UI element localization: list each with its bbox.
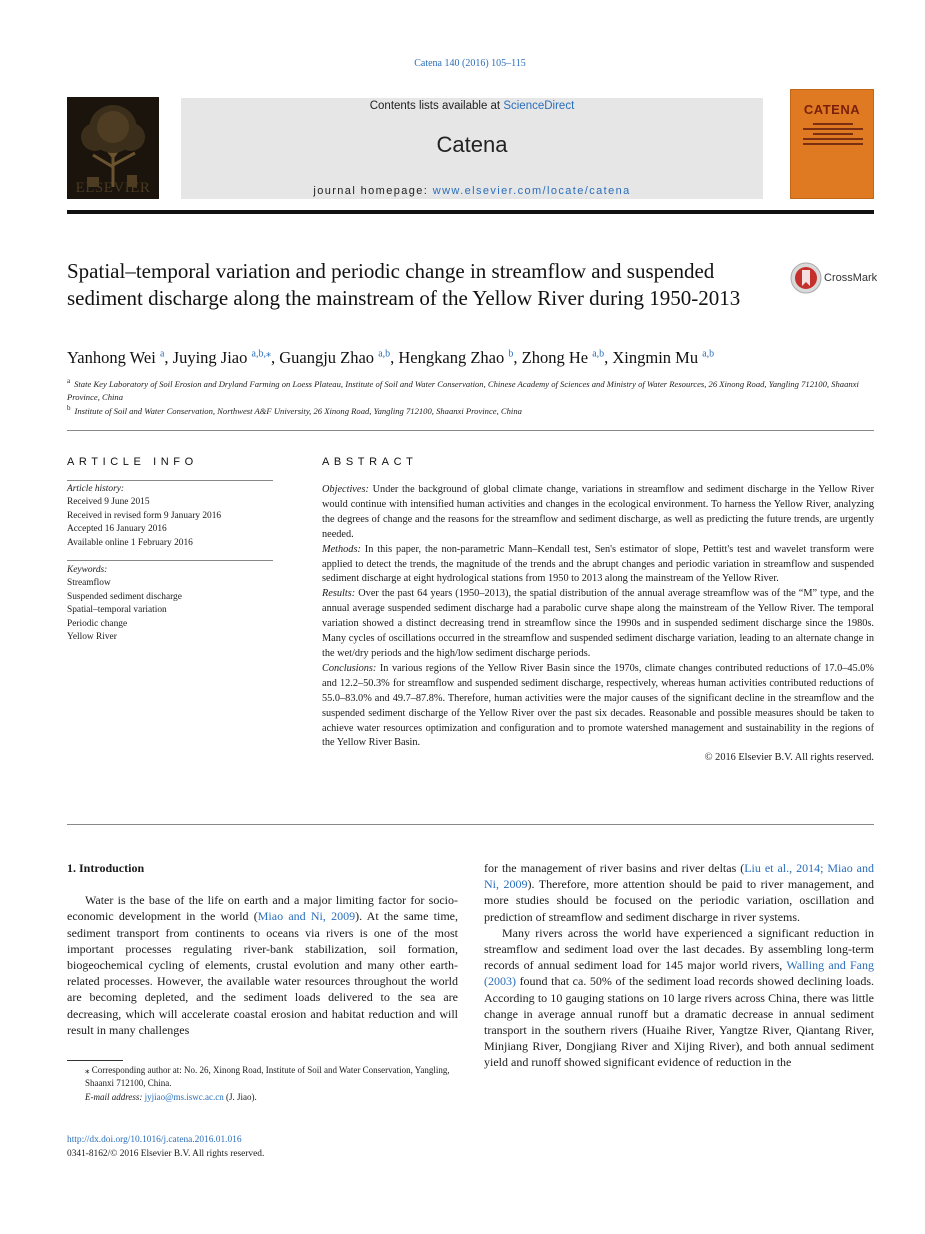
abstract-methods: Methods: In this paper, the non-parametric Mann–Kendall test, Sen's estimator of slope, Pettitt's test and wavelet transform were applied to detect the trends, the magnitude of the trends and the abrupt changes and periodic variation in streamflow and suspended sediment discharge at eight hydrological stations from 1950 to 2013 along the mainstream of the Yellow River. <box>322 543 874 585</box>
abstract-copyright: © 2016 Elsevier B.V. All rights reserved. <box>704 752 874 764</box>
journal-cover[interactable] <box>790 89 874 199</box>
cover-title: CATENA <box>803 102 861 117</box>
history-item: Received 9 June 2015 <box>67 497 150 508</box>
author[interactable]: Zhong He $^{a,b}$, <box>521 348 613 367</box>
keyword: Yellow River <box>67 632 117 643</box>
affiliation: $^a$ State Key Laboratory of Soil Erosion and Dryland Farming on Loess Plateau, Institute of Soil and Water Conservation, Chinese Academy of Sciences and Ministry of Water Resources, 26 Xinong Road, Yangling 712100, Shaanxi Province, China <box>67 377 859 403</box>
journal-name: Catena <box>436 132 508 157</box>
body-left-column <box>67 860 458 1038</box>
abstract-results: Results: Over the past 64 years (1950–2013), the spatial distribution of the annual average streamflow was of the “M” type, and the annual average suspended sediment discharge had a parabolic curve shape along the mainstream of the Yellow River. The temporal variation showed a distinct decreasing trend in streamflow since the 1990s and in suspended sediment discharge since the 1980s. Many cycles of oscillations occurred in the streamflow and suspended sediment discharge variation, leading to an alternate change in the wet/dry periods and the high/low sediment discharge periods. <box>322 588 874 659</box>
reference-link[interactable]: Walling and Fang (2003) <box>484 958 874 989</box>
crossmark-label: CrossMark <box>824 272 878 284</box>
paragraph: Water is the base of the life on earth and a major limiting factor for socio-economic development in the world (Miao and Ni, 2009). At the same time, sediment transport from continents to oceans via rivers is one of the most important processes regulating river-bank stabilization, soil formation, biogeochemical cycling of elements, crustal evolution and many other earth-related processes. However, the available water resources throughout the world are becoming depleted, and the sediment loads delivered to the sea are decreasing, which will accelerate coastal erosion and habitat reduction and will result in many challenges <box>67 893 458 1037</box>
keywords-label: Keywords: <box>67 565 108 575</box>
reference-link[interactable]: Miao and Ni, 2009 <box>257 909 356 924</box>
journal-citation[interactable]: Catena 140 (2016) 105–115 <box>414 58 526 69</box>
keyword: Suspended sediment discharge <box>67 591 182 602</box>
keywords-divider <box>67 560 273 561</box>
reference-link[interactable]: Liu et al., 2014; Miao and Ni, 2009 <box>484 861 874 892</box>
abstract-heading: ABSTRACT <box>322 456 418 468</box>
body-right-column <box>484 860 874 1071</box>
author[interactable]: Yanhong Wei $^a$, <box>67 348 173 367</box>
email-link[interactable]: jyjiao@ms.iswc.ac.cn <box>144 1091 224 1102</box>
journal-homepage: journal homepage: www.elsevier.com/locate/catena <box>313 185 631 197</box>
crossmark-button[interactable] <box>790 262 880 294</box>
keyword: Periodic change <box>67 618 128 629</box>
crossmark-icon <box>790 262 822 294</box>
paragraph: Many rivers across the world have experienced a significant reduction in streamflow and sediment load over the last decades. By assembling long-term records of annual sediment load for 145 major world rivers, Walling and Fang (2003) found that ca. 50% of the sediment load records showed declining loads. According to 10 gauging stations on 10 large rivers across China, there was little change in average annual runoff but a dramatic decrease in annual sediment transport in the southern rivers (Huaihe River, Yangtze River, Qiantang River, Minjiang River, Dongjiang River and Xijing River), and both annual sediment yield and runoff showed significant evidence of reduction in the <box>484 925 874 1070</box>
author[interactable]: Hengkang Zhao $^b$, <box>398 348 522 367</box>
abstract-divider <box>67 824 874 825</box>
paragraph: for the management of river basins and river deltas (Liu et al., 2014; Miao and Ni, 2009). Therefore, more attention should be paid to river management, and more studies should be focused on the periodic variation, oscillation and prediction of streamflow and sediment discharge in river systems. <box>484 861 874 924</box>
history-label: Article history: <box>67 484 125 494</box>
keyword: Streamflow <box>67 578 111 589</box>
corresponding-author-footnote: ⁎ Corresponding author at: No. 26, Xinong Road, Institute of Soil and Water Conservation, Yangling, Shaanxi 712100, China. E-mail address: jyjiao@ms.iswc.ac.cn (J. Jiao). <box>85 1065 450 1102</box>
keyword: Spatial–temporal variation <box>67 605 167 616</box>
affiliation: $^b$ Institute of Soil and Water Conservation, Northwest A&F University, 26 Xinong Road, Yangling 712100, Shaanxi Province, China <box>67 403 522 416</box>
contents-line: Contents lists available at ScienceDirect <box>369 100 575 112</box>
author[interactable]: Juying Jiao $^{a,b,⁎}$, <box>172 348 280 367</box>
abstract-objectives: Objectives: Under the background of global climate change, variations in streamflow and sediment discharge in the Yellow River would continue with intensified human activities and changes in the ecological environment. To harness the Yellow River, analyzing the degrees of change and the reasons for the streamflow and sediment discharge, as well as predicting the future trends, are urgently needed. <box>322 484 874 540</box>
history-item: Available online 1 February 2016 <box>67 537 193 548</box>
affiliations <box>67 378 874 418</box>
sciencedirect-link[interactable]: ScienceDirect <box>503 100 575 112</box>
section-heading-introduction: 1. Introduction <box>67 861 145 875</box>
journal-banner <box>181 98 763 199</box>
cover-text-lines <box>803 120 863 148</box>
article-identifiers <box>67 1133 467 1161</box>
author-list <box>67 348 874 368</box>
abstract-body <box>322 483 874 766</box>
elsevier-logo[interactable] <box>67 97 159 199</box>
abstract-conclusions: Conclusions: In various regions of the Yellow River Basin since the 1970s, climate changes contributed reductions of 17.0–45.0% and 12.2–50.3% for streamflow and suspended sediment discharge, respectively, whereas human activities contributed reductions of 55.0–83.0% and 49.7–87.8%. Therefore, human activities were the major causes of the significant decline in the streamflow and the suspended sediment discharge of the Yellow River over the past six decades. Reasonable and possible measures should be taken to achieve water resources optimization and configuration and to promote watershed management and sustainability in the regions of the Yellow River Basin. <box>322 662 874 749</box>
article-info-divider <box>67 480 273 481</box>
header-divider <box>67 210 874 214</box>
publisher-name: ELSEVIER <box>75 180 151 196</box>
doi-link[interactable]: http://dx.doi.org/10.1016/j.catena.2016.01.016 <box>67 1135 242 1145</box>
issn-copyright: 0341-8162/© 2016 Elsevier B.V. All rights reserved. <box>67 1149 265 1159</box>
article-title: Spatial–temporal variation and periodic change in streamflow and suspended sediment discharge along the mainstream of the Yellow River during 1950-2013 <box>67 259 741 310</box>
author[interactable]: Xingmin Mu $^{a,b}$ <box>612 348 715 367</box>
journal-header <box>67 89 874 201</box>
keywords <box>67 564 273 644</box>
footnote-divider <box>67 1060 123 1061</box>
article-history <box>67 483 273 550</box>
homepage-link[interactable]: www.elsevier.com/locate/catena <box>432 185 631 197</box>
affiliations-divider <box>67 430 874 431</box>
history-item: Accepted 16 January 2016 <box>67 524 167 535</box>
author[interactable]: Guangju Zhao $^{a,b}$, <box>279 348 399 367</box>
history-item: Received in revised form 9 January 2016 <box>67 510 222 521</box>
article-info-heading: ARTICLE INFO <box>67 456 198 468</box>
